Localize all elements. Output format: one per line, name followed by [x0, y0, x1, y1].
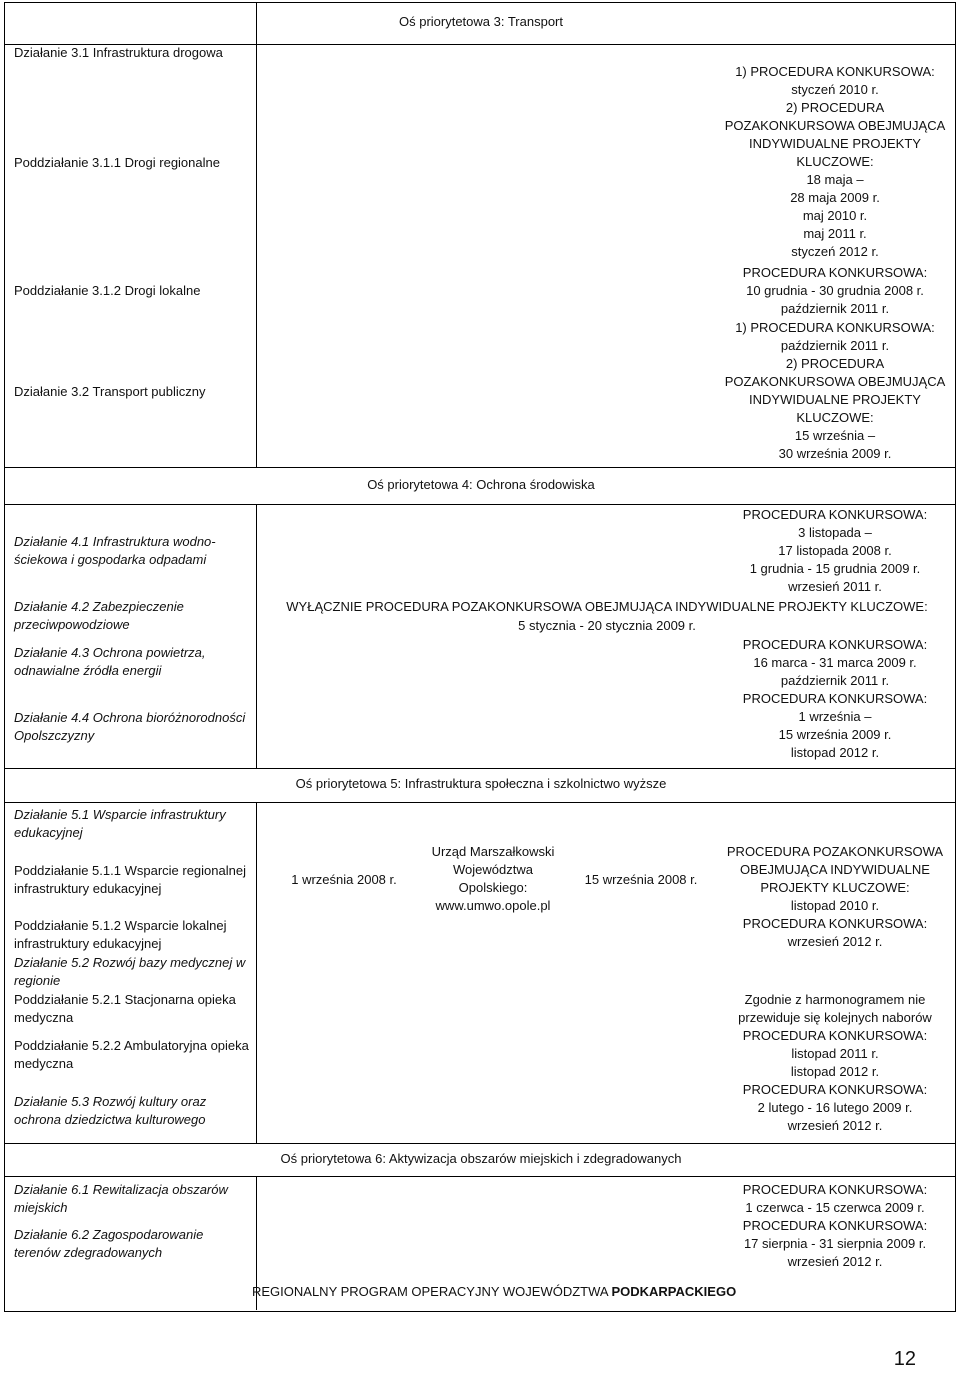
axis3-schedule-c: 1) PROCEDURA KONKURSOWA: październik 2011 r. 2) PROCEDURA POZAKONKURSOWA OBEJMUJĄCA INDYWIDUALNE PROJEKTY KLUCZOWE: 15 września – 30 września 2009 r.	[724, 320, 946, 461]
axis3-item: Działanie 3.2 Transport publiczny	[14, 384, 206, 399]
axis4-item: Działanie 4.1 Infrastruktura wodno- ściekowa i gospodarka odpadami	[14, 534, 216, 567]
row-divider	[4, 504, 956, 505]
axis3-title: Oś priorytetowa 3: Transport	[398, 14, 563, 29]
axis3-item: Poddziałanie 3.1.2 Drogi lokalne	[14, 283, 201, 298]
axis5-schedule-b: Zgodnie z harmonogramem nie przewiduje się kolejnych naborów PROCEDURA KONKURSOWA: listopad 2011 r. listopad 2012 r. PROCEDURA KONKURSOWA: 2 lutego - 16 lutego 2009 r. wrzesień 2012 r.	[738, 992, 932, 1133]
col-divider	[256, 802, 257, 1143]
axis6-item: Działanie 6.2 Zagospodarowanie terenów zdegradowanych	[14, 1227, 204, 1260]
axis4-schedule-c: PROCEDURA KONKURSOWA: 1 września – 15 września 2009 r. listopad 2012 r.	[742, 691, 928, 760]
axis4-key-projects-date: 5 stycznia - 20 stycznia 2009 r.	[518, 618, 696, 633]
col-divider	[256, 2, 257, 467]
axis6-item: Działanie 6.1 Rewitalizacja obszarów miejskich	[14, 1182, 228, 1215]
row-divider	[4, 467, 956, 468]
axis3-schedule-a: 1) PROCEDURA KONKURSOWA: styczeń 2010 r. 2) PROCEDURA POZAKONKURSOWA OBEJMUJĄCA INDYWIDUALNE PROJEKTY KLUCZOWE: 18 maja – 28 maja 2009 r. maj 2010 r. maj 2011 r. styczeń 2012 r.	[724, 64, 946, 259]
axis4-item: Działanie 4.3 Ochrona powietrza, odnawialne źródła energii	[14, 645, 206, 678]
axis4-schedule-a: PROCEDURA KONKURSOWA: 3 listopada – 17 listopada 2008 r. 1 grudnia - 15 grudnia 2009 r. wrzesień 2011 r.	[742, 507, 928, 594]
axis5-item: Działanie 5.1 Wsparcie infrastruktury edukacyjnej	[14, 807, 226, 840]
axis5-schedule-a: PROCEDURA POZAKONKURSOWA OBEJMUJĄCA INDYWIDUALNE PROJEKTY KLUCZOWE: listopad 2010 r. PROCEDURA KONKURSOWA: wrzesień 2012 r.	[726, 844, 944, 949]
axis5-title: Oś priorytetowa 5: Infrastruktura społeczna i szkolnictwo wyższe	[295, 776, 667, 791]
axis3-item: Działanie 3.1 Infrastruktura drogowa	[14, 45, 223, 60]
axis5-second-date: 15 września 2008 r.	[584, 872, 698, 887]
axis5-item: Poddziałanie 5.2.2 Ambulatoryjna opieka medyczna	[14, 1038, 249, 1071]
row-divider	[4, 1176, 956, 1177]
col-divider	[256, 504, 257, 768]
program-name: REGIONALNY PROGRAM OPERACYJNY WOJEWÓDZTWA PODKARPACKIEGO	[252, 1284, 737, 1299]
axis3-schedule-b: PROCEDURA KONKURSOWA: 10 grudnia - 30 grudnia 2008 r. październik 2011 r.	[742, 265, 928, 316]
axis5-start-date: 1 września 2008 r.	[291, 872, 397, 887]
axis5-item: Działanie 5.3 Rozwój kultury oraz ochrona dziedzictwa kulturowego	[14, 1094, 207, 1127]
row-divider	[4, 1143, 956, 1144]
axis5-item: Poddziałanie 5.2.1 Stacjonarna opieka medyczna	[14, 992, 236, 1025]
axis5-item: Poddziałanie 5.1.2 Wsparcie lokalnej infrastruktury edukacyjnej	[14, 918, 227, 951]
axis3-item: Poddziałanie 3.1.1 Drogi regionalne	[14, 155, 220, 170]
axis4-item: Działanie 4.2 Zabezpieczenie przeciwpowodziowe	[14, 599, 184, 632]
axis6-title: Oś priorytetowa 6: Aktywizacja obszarów miejskich i zdegradowanych	[280, 1151, 682, 1166]
axis5-item: Działanie 5.2 Rozwój bazy medycznej w regionie	[14, 955, 246, 988]
axis5-item: Poddziałanie 5.1.1 Wsparcie regionalnej infrastruktury edukacyjnej	[14, 863, 246, 896]
axis4-title: Oś priorytetowa 4: Ochrona środowiska	[367, 477, 595, 492]
page-number: 12	[893, 1348, 916, 1370]
axis4-schedule-b: PROCEDURA KONKURSOWA: 16 marca - 31 marca 2009 r. październik 2011 r.	[742, 637, 928, 688]
row-divider	[4, 768, 956, 769]
axis4-item: Działanie 4.4 Ochrona bioróżnorodności Opolszczyzny	[14, 710, 246, 743]
axis4-key-projects-line: WYŁĄCZNIE PROCEDURA POZAKONKURSOWA OBEJMUJĄCA INDYWIDUALNE PROJEKTY KLUCZOWE:	[286, 599, 928, 614]
row-divider	[4, 802, 956, 803]
axis6-schedule: PROCEDURA KONKURSOWA: 1 czerwca - 15 czerwca 2009 r. PROCEDURA KONKURSOWA: 17 sierpnia - 31 sierpnia 2009 r. wrzesień 2012 r.	[742, 1182, 928, 1269]
axis5-institution: Urząd Marszałkowski Województwa Opolskiego: www.umwo.opole.pl	[431, 844, 555, 913]
